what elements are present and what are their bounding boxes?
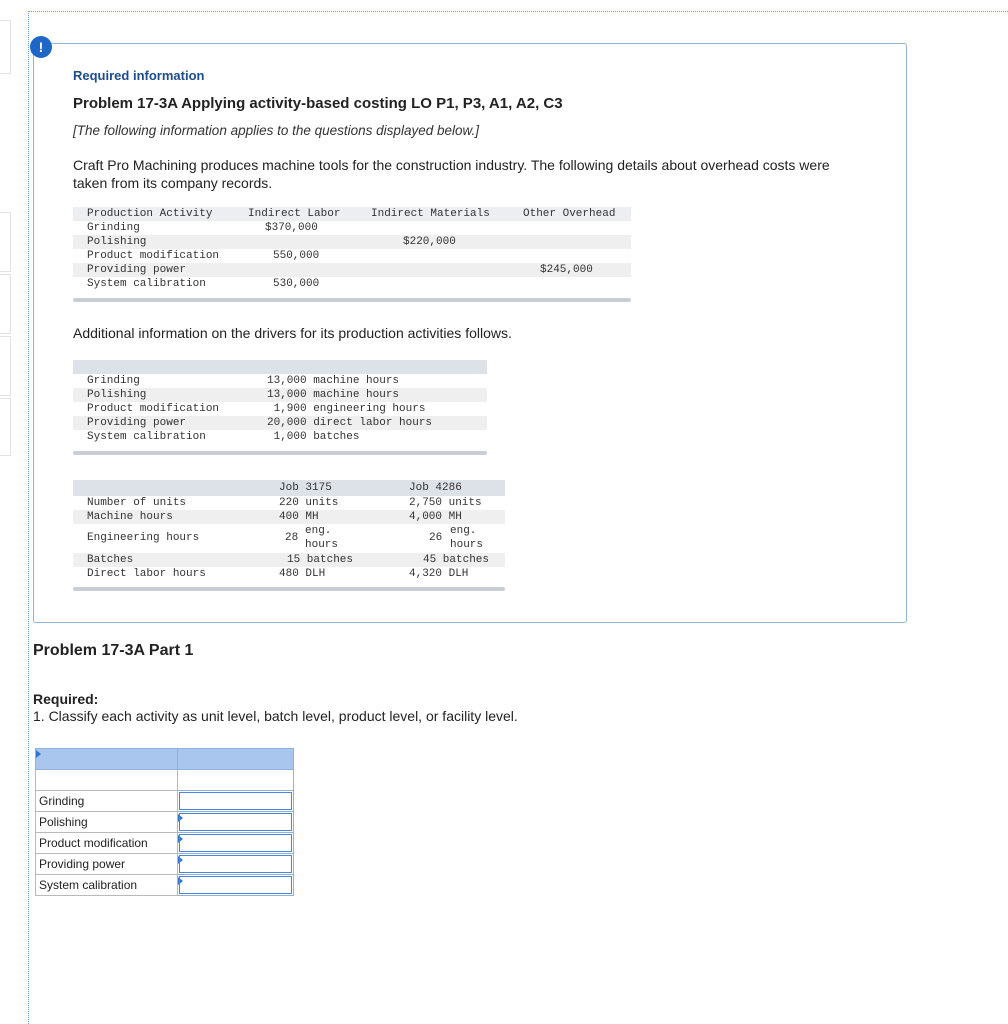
row-label: Number of units	[87, 497, 187, 509]
job2-unit: eng.	[450, 525, 477, 537]
side-tab[interactable]	[0, 274, 11, 334]
driver-cell: 1,000 batches	[267, 431, 360, 443]
col-header: Job 3175	[279, 482, 332, 494]
activity-label: Providing power	[36, 854, 178, 875]
activity-cell: Polishing	[87, 236, 147, 248]
value-cell: $220,000	[403, 236, 456, 248]
table-row	[73, 402, 487, 416]
classification-grid	[35, 748, 294, 896]
activity-cell: Product modification	[87, 250, 220, 262]
table-row	[73, 430, 487, 444]
activity-label: Polishing	[36, 812, 178, 833]
value-cell: 530,000	[273, 278, 320, 290]
job2-cell: 4,000 MH	[409, 511, 462, 523]
part-title: Problem 17-3A Part 1	[33, 642, 194, 659]
required-text: 1. Classify each activity as unit level, batch level, product level, or facility level.	[33, 708, 518, 724]
table-row	[73, 510, 505, 524]
activity-cell: Polishing	[87, 389, 147, 401]
job1-cell: 400 MH	[279, 511, 319, 523]
grid-row	[36, 791, 294, 812]
additional-info-text: Additional information on the drivers for its production activities follows.	[73, 325, 512, 341]
grid-spacer-row	[36, 770, 294, 791]
required-info-heading: Required information	[73, 68, 205, 83]
table-divider	[73, 451, 487, 455]
table-row	[73, 416, 487, 430]
job2-unit: hours	[450, 539, 484, 551]
select-box[interactable]	[179, 834, 292, 852]
driver-cell: 1,900 engineering hours	[267, 403, 426, 415]
driver-cell: 13,000 machine hours	[267, 389, 400, 401]
problem-title: Problem 17-3A Applying activity-based costing LO P1, P3, A1, A2, C3	[73, 95, 563, 112]
page-frame-left	[28, 11, 29, 1024]
table-row	[73, 567, 505, 581]
side-tab[interactable]	[0, 398, 11, 456]
level-select-polishing[interactable]	[178, 812, 294, 833]
side-tab[interactable]	[0, 212, 11, 272]
select-box[interactable]	[179, 855, 292, 873]
col-header: Job 4286	[409, 482, 462, 494]
table-row	[73, 263, 631, 277]
value-cell: $245,000	[540, 264, 593, 276]
select-box[interactable]	[179, 876, 292, 894]
driver-cell: 20,000 direct labor hours	[267, 417, 433, 429]
grid-row	[36, 833, 294, 854]
grid-row	[36, 812, 294, 833]
table-header-row	[73, 481, 505, 495]
job1-unit: hours	[305, 539, 339, 551]
row-label: Direct labor hours	[87, 568, 206, 580]
job1-cell: 220 units	[279, 497, 339, 509]
table-row	[73, 249, 631, 263]
table-row	[73, 221, 631, 235]
side-tab[interactable]	[0, 20, 11, 74]
table-header-row	[73, 207, 631, 221]
row-label: Batches	[87, 554, 134, 566]
job1-cell: 15 batches	[287, 554, 354, 566]
table-row	[73, 496, 505, 510]
col-header: Indirect Materials	[371, 208, 490, 220]
activity-label: Product modification	[36, 833, 178, 854]
level-select-providing-power[interactable]	[178, 854, 294, 875]
activity-cell: Product modification	[87, 403, 220, 415]
activity-cell: Providing power	[87, 417, 187, 429]
activity-cell: Grinding	[87, 375, 140, 387]
activity-cell: System calibration	[87, 278, 206, 290]
required-label: Required:	[33, 691, 99, 707]
select-box[interactable]	[179, 792, 292, 810]
col-header: Other Overhead	[523, 208, 616, 220]
alert-icon: !	[30, 36, 52, 58]
intro-paragraph: Craft Pro Machining produces machine tools for the construction industry. The following details about overhead costs were taken from its company records.	[73, 157, 830, 191]
select-box[interactable]	[179, 813, 292, 831]
activity-cell: Providing power	[87, 264, 187, 276]
table-row	[73, 374, 487, 388]
value-cell: $370,000	[265, 222, 318, 234]
level-select-system-calibration[interactable]	[178, 875, 294, 896]
job1-unit: eng.	[305, 525, 332, 537]
job1-num: 28	[285, 532, 299, 544]
level-select-product-modification[interactable]	[178, 833, 294, 854]
grid-row	[36, 875, 294, 896]
job2-num: 26	[429, 532, 443, 544]
table-row	[73, 277, 631, 291]
table-row	[73, 524, 505, 554]
info-note: [The following information applies to the questions displayed below.]	[73, 123, 479, 138]
table-divider	[73, 298, 631, 302]
job2-cell: 45 batches	[423, 554, 490, 566]
col-header: Indirect Labor	[248, 208, 341, 220]
grid-header-row	[36, 749, 294, 770]
dropdown-indicator-icon	[36, 750, 41, 758]
row-label: Engineering hours	[87, 532, 200, 544]
job2-cell: 4,320 DLH	[409, 568, 469, 580]
activity-cell: Grinding	[87, 222, 140, 234]
value-cell: 550,000	[273, 250, 320, 262]
job2-cell: 2,750 units	[409, 497, 482, 509]
table-divider	[73, 587, 505, 591]
activity-label: System calibration	[36, 875, 178, 896]
grid-row	[36, 854, 294, 875]
activity-cell: System calibration	[87, 431, 206, 443]
col-header: Production Activity	[87, 208, 213, 220]
level-select-grinding[interactable]	[178, 791, 294, 812]
driver-cell: 13,000 machine hours	[267, 375, 400, 387]
job1-cell: 480 DLH	[279, 568, 326, 580]
table-row	[73, 553, 505, 567]
table-row	[73, 388, 487, 402]
side-tab[interactable]	[0, 336, 11, 396]
row-label: Machine hours	[87, 511, 173, 523]
activity-label: Grinding	[36, 791, 178, 812]
page-frame-top	[28, 11, 1008, 12]
table-row	[73, 235, 631, 249]
